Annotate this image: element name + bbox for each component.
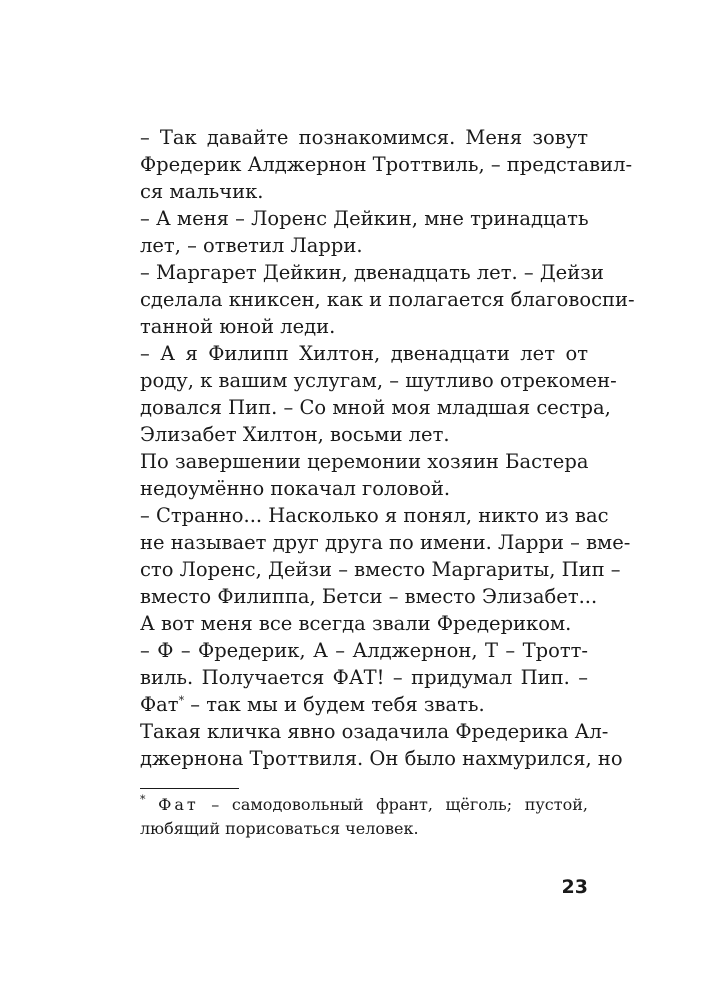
text-line: Фредерик Алджернон Троттвиль, – представил- (140, 153, 633, 176)
text-line: джернона Троттвиля. Он было нахмурился, но (140, 747, 623, 770)
footnote-line: любящий порисоваться человек. (140, 819, 419, 838)
body-text (140, 124, 635, 772)
text-line: – А я Филипп Хилтон, двенадцати лет от (140, 342, 588, 365)
text-line (140, 691, 588, 718)
text-line: танной юной леди. (140, 315, 336, 338)
fat-word: Фат (140, 693, 179, 716)
footnote-divider (140, 788, 239, 789)
footnote-line (140, 793, 588, 817)
footnote-marker: * (140, 793, 146, 806)
text-line: виль. Получается ФАТ! – придумал Пип. – (140, 666, 588, 689)
text-line: Элизабет Хилтон, восьми лет. (140, 423, 450, 446)
text-line: роду, к вашим услугам, – шутливо отрекомен- (140, 369, 617, 392)
text-line: не называет друг друга по имени. Ларри – вме- (140, 531, 631, 554)
text-line: – Странно... Насколько я понял, никто из вас (140, 504, 609, 527)
text-line: сделала книксен, как и полагается благовоспи- (140, 288, 635, 311)
text-line: сто Лоренс, Дейзи – вместо Маргариты, Пип – (140, 558, 621, 581)
page-number: 23 (561, 876, 588, 898)
footnote-reference[interactable]: * (178, 694, 185, 707)
text-line-rest: – так мы и будем тебя звать. (184, 693, 485, 716)
text-line: – Ф – Фредерик, А – Алджернон, Т – Тротт- (140, 639, 588, 662)
text-line: ся мальчик. (140, 180, 264, 203)
text-line: – Маргарет Дейкин, двенадцать лет. – Дейзи (140, 261, 604, 284)
text-line: – А меня – Лоренс Дейкин, мне тринадцать (140, 207, 589, 230)
text-line: По завершении церемонии хозяин Бастера (140, 450, 589, 473)
footnote (140, 793, 588, 841)
footnote-term: Фат (158, 795, 199, 814)
text-line: – Так давайте познакомимся. Меня зовут (140, 126, 588, 149)
text-line: вместо Филиппа, Бетси – вместо Элизабет... (140, 585, 598, 608)
footnote-definition: – самодовольный франт, щёголь; пустой, (198, 795, 588, 814)
text-line: Такая кличка явно озадачила Фредерика Ал- (140, 720, 609, 743)
text-line: лет, – ответил Ларри. (140, 234, 363, 257)
text-line: недоумённо покачал головой. (140, 477, 451, 500)
text-line: А вот меня все всегда звали Фредериком. (140, 612, 572, 635)
text-line: довался Пип. – Со мной моя младшая сестра, (140, 396, 611, 419)
